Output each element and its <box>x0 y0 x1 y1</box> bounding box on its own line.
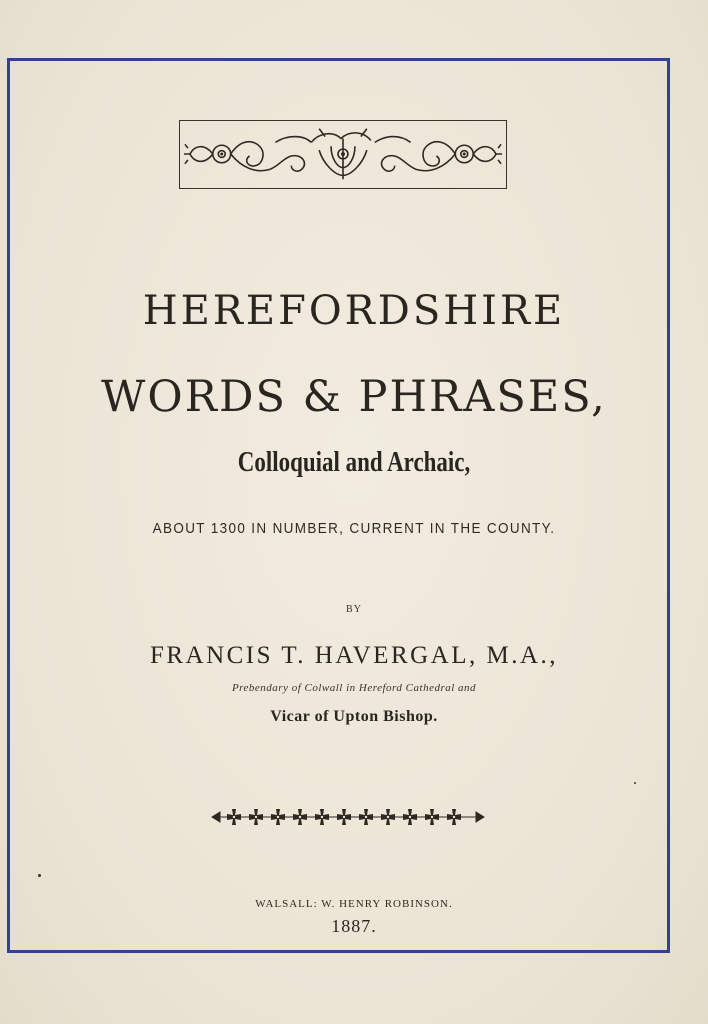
author-name: FRANCIS T. HAVERGAL, M.A., <box>149 642 559 669</box>
title-line-1: HEREFORDSHIRE <box>142 288 566 334</box>
title-line-2: WORDS & PHRASES, <box>101 372 607 422</box>
header-ornament-icon <box>179 120 507 189</box>
author-position: Prebendary of Colwall in Hereford Cathedral and <box>231 682 477 694</box>
publisher-imprint: WALSALL: W. HENRY ROBINSON. <box>255 898 453 910</box>
scrollwork-ornament-icon <box>180 121 506 188</box>
cross-chain-divider-icon <box>210 806 486 828</box>
word-count-line: ABOUT 1300 IN NUMBER, CURRENT IN THE COUNTY. <box>152 520 556 537</box>
subtitle: Colloquial and Archaic, <box>237 447 471 478</box>
ink-speck <box>634 782 636 784</box>
ink-speck <box>38 874 41 877</box>
by-label: BY <box>346 604 362 615</box>
author-vicarage: Vicar of Upton Bishop. <box>270 708 438 725</box>
publication-year: 1887. <box>331 916 377 936</box>
